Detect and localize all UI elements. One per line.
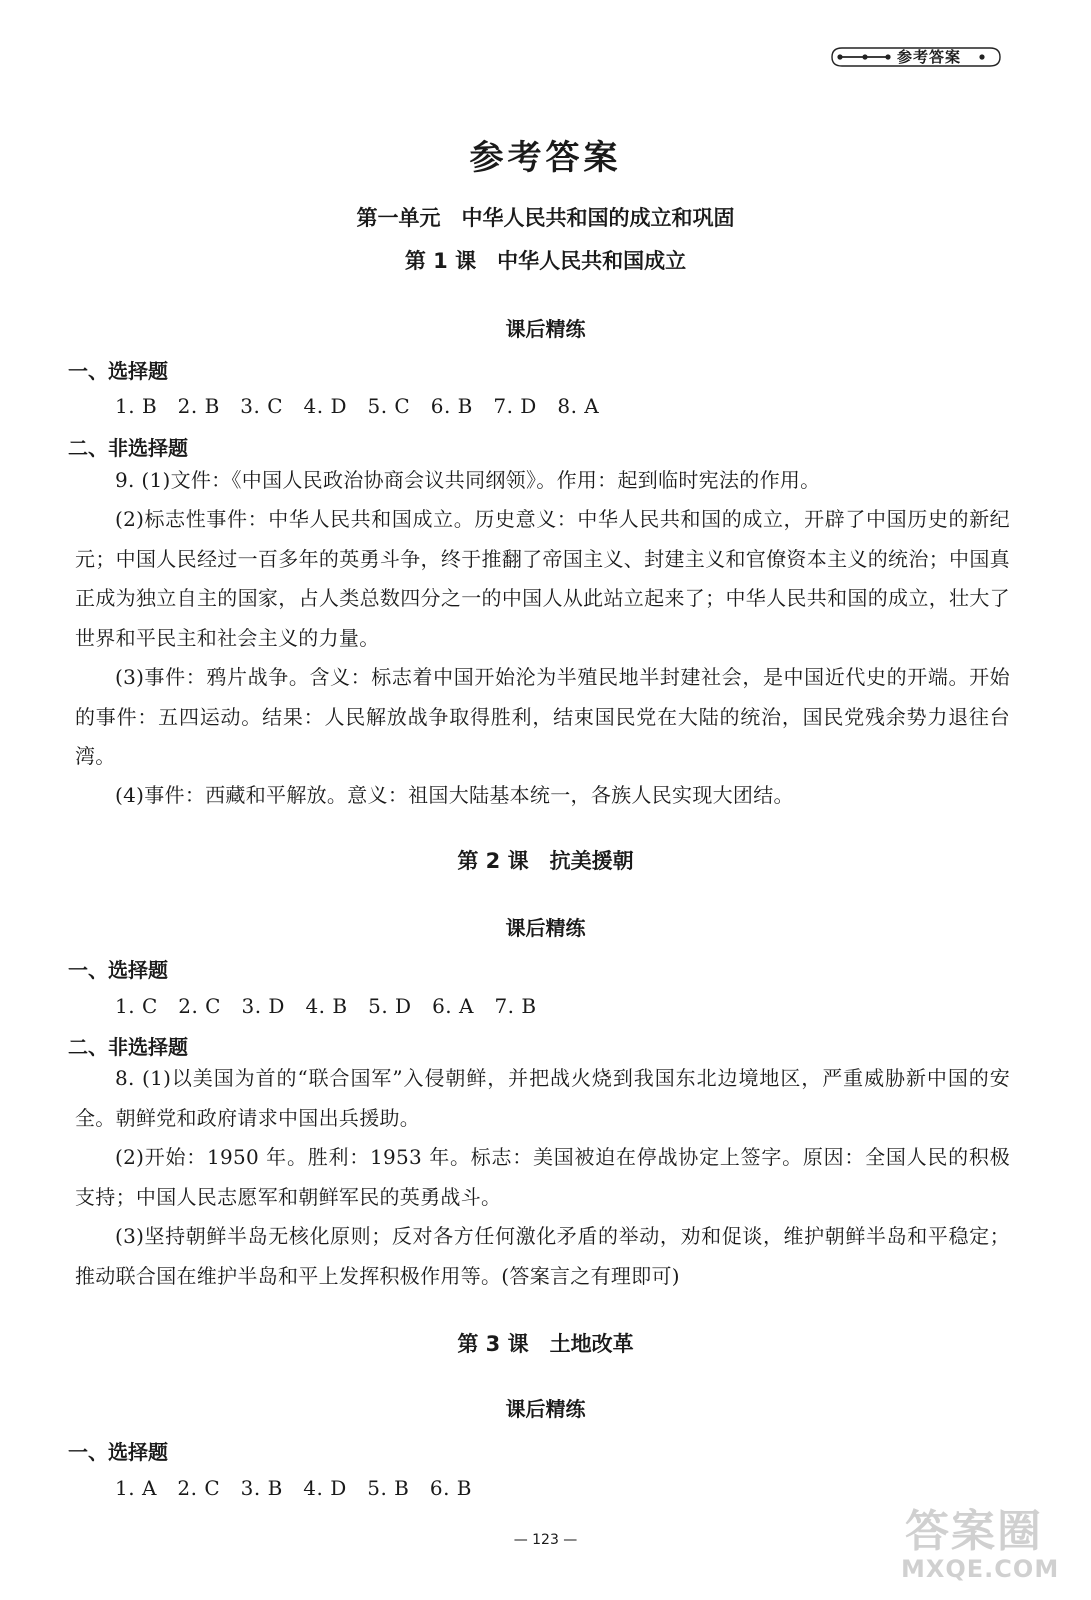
header-tag xyxy=(830,44,1002,70)
lesson-2-answer-8-3: (3)坚持朝鲜半岛无核化原则；反对各方任何激化矛盾的举动，劝和促谈，维护朝鲜半岛和平稳定；推动联合国在维护半岛和平上发挥积极作用等。(答案言之有理即可) xyxy=(75,1224,1010,1288)
lesson-2-answer-8-1: 8. (1)以美国为首的“联合国军”入侵朝鲜，并把战火烧到我国东北边境地区，严重威胁新中国的安全。朝鲜党和政府请求中国出兵援助。 xyxy=(75,1066,1010,1130)
lesson-1-answer-9-1: 9. (1)文件：《中国人民政治协商会议共同纲领》。作用：起到临时宪法的作用。 xyxy=(115,468,821,492)
lesson-1-answer-9-2: (2)标志性事件：中华人民共和国成立。历史意义：中华人民共和国的成立，开辟了中国历史的新纪元；中国人民经过一百多年的英勇斗争，终于推翻了帝国主义、封建主义和官僚资本主义的统治；中国真正成为独立自主的国家，占人类总数四分之一的中国人从此站立起来了；中华人民共和国的成立，壮大了世界和平民主和社会主义的力量。 xyxy=(75,507,1010,650)
unit-title: 第一单元 中华人民共和国的成立和巩固 xyxy=(356,206,735,230)
lesson-1-nonchoice-heading: 二、非选择题 xyxy=(68,436,188,460)
lesson-1-answer-9-3: (3)事件：鸦片战争。含义：标志着中国开始沦为半殖民地半封建社会，是中国近代史的开端。开始的事件：五四运动。结果：人民解放战争取得胜利，结束国民党在大陆的统治，国民党残余势力退往台湾。 xyxy=(75,665,1010,768)
page-title: 参考答案 xyxy=(469,138,622,178)
lesson-3-section: 课后精练 xyxy=(505,1397,586,1421)
watermark-top-text: 答案圈 xyxy=(905,1506,1043,1557)
header-tag-label: 参考答案 xyxy=(897,48,962,66)
watermark-bottom-text: MXQE.COM xyxy=(901,1555,1060,1583)
lesson-2-nonchoice-heading: 二、非选择题 xyxy=(68,1035,188,1059)
lesson-1-choice-answers: 1. B 2. B 3. C 4. D 5. C 6. B 7. D 8. A xyxy=(115,394,600,418)
lesson-1-section: 课后精练 xyxy=(505,317,586,341)
lesson-2-answer-8-2: (2)开始：1950 年。胜利：1953 年。标志：美国被迫在停战协定上签字。原因：全国人民的积极支持；中国人民志愿军和朝鲜军民的英勇战斗。 xyxy=(75,1145,1010,1209)
lesson-3-choice-answers: 1. A 2. C 3. B 4. D 5. B 6. B xyxy=(115,1476,473,1500)
lesson-2-title: 第 2 课 抗美援朝 xyxy=(457,849,634,873)
lesson-1-answer-9-4: (4)事件：西藏和平解放。意义：祖国大陆基本统一，各族人民实现大团结。 xyxy=(115,783,794,807)
lesson-1-choice-heading: 一、选择题 xyxy=(68,359,168,383)
lesson-2-choice-heading: 一、选择题 xyxy=(68,958,168,982)
watermark-logo xyxy=(895,1495,1085,1595)
lesson-2-choice-answers: 1. C 2. C 3. D 4. B 5. D 6. A 7. B xyxy=(115,994,537,1018)
lesson-3-choice-heading: 一、选择题 xyxy=(68,1440,168,1464)
page-number: — 123 — xyxy=(513,1532,578,1548)
lesson-2-section: 课后精练 xyxy=(505,916,586,940)
lesson-1-title: 第 1 课 中华人民共和国成立 xyxy=(404,249,687,273)
lesson-3-title: 第 3 课 土地改革 xyxy=(457,1332,634,1356)
